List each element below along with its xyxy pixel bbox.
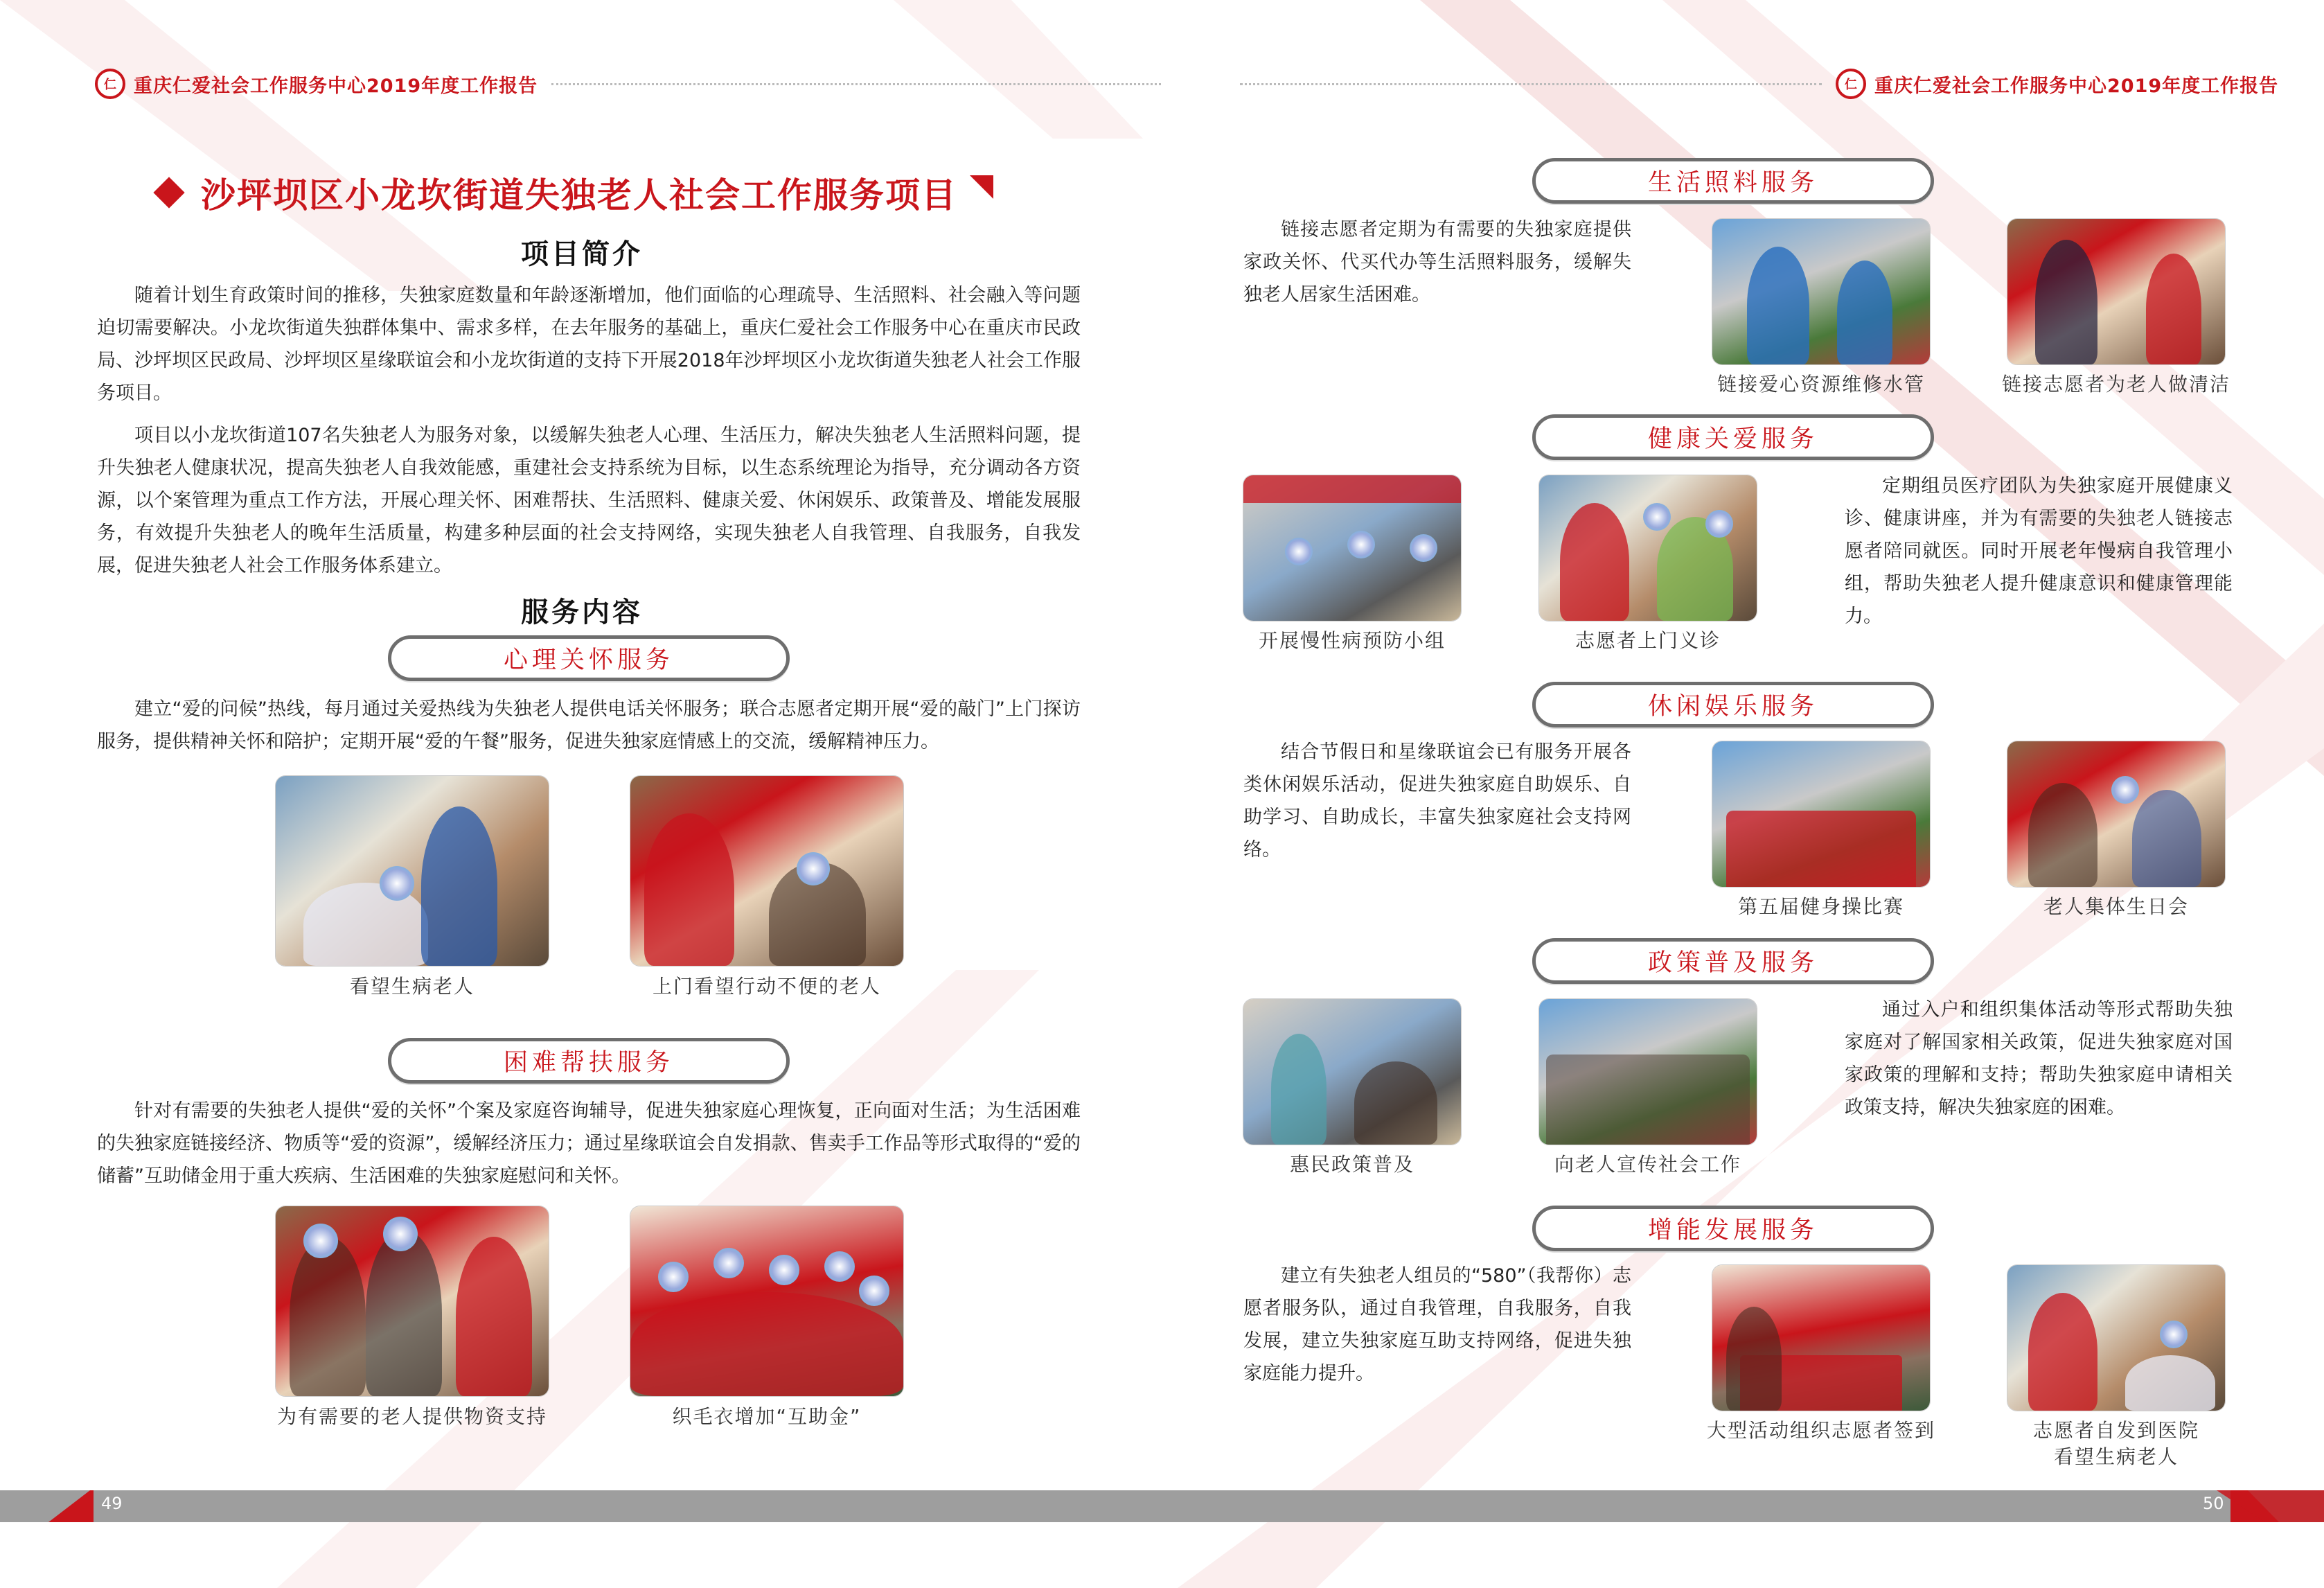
intro-heading: 项目简介 bbox=[521, 238, 643, 270]
right-page-header bbox=[1240, 67, 2278, 101]
section-title: 生活照料服务 bbox=[1647, 169, 1818, 197]
photo-policy-promotion bbox=[1243, 999, 1461, 1145]
photo-cleaning bbox=[2007, 219, 2225, 364]
photo-caption: 链接爱心资源维修水管 bbox=[1717, 373, 1925, 396]
caption-line: 看望生病老人 bbox=[2053, 1445, 2179, 1468]
section-text-empowerment bbox=[1243, 1260, 1631, 1390]
photo-caption: 链接志愿者为老人做清洁 bbox=[2001, 373, 2230, 396]
photo-caption: 向老人宣传社会工作 bbox=[1554, 1153, 1741, 1176]
report-title: 重庆仁爱社会工作服务中心2019年度工作报告 bbox=[1874, 75, 2279, 97]
service-heading: 服务内容 bbox=[521, 597, 643, 628]
section-text-psychological bbox=[97, 693, 1081, 758]
photo-chronic-disease-group bbox=[1243, 475, 1461, 621]
section-text-policy bbox=[1845, 994, 2233, 1124]
section-title: 心理关怀服务 bbox=[503, 646, 674, 674]
photo-home-visit bbox=[630, 776, 903, 966]
section-paragraph: 链接志愿者定期为有需要的失独家庭提供家政关怀、代买代办等生活照料服务，缓解失独老人居家生活困难。 bbox=[1243, 219, 1631, 306]
photo-social-work-publicity bbox=[1539, 999, 1757, 1145]
photo-visit-sick-elderly bbox=[276, 776, 549, 966]
photo-pipe-repair bbox=[1712, 219, 1930, 364]
footer-ribbons bbox=[0, 1469, 2324, 1552]
section-pill-policy bbox=[1532, 938, 1934, 984]
section-pill-hardship bbox=[388, 1038, 790, 1084]
logo-icon: 仁 bbox=[1836, 69, 1866, 99]
photo-caption: 老人集体生日会 bbox=[2043, 895, 2189, 918]
project-title bbox=[158, 168, 993, 218]
caption-line: 志愿者自发到医院 bbox=[2032, 1419, 2199, 1442]
section-paragraph: 定期组员医疗团队为失独家庭开展健康义诊、健康讲座，并为有需要的失独老人链接志愿者陪同就医。同时开展老年慢病自我管理小组，帮助失独老人提升健康意识和健康管理能力。 bbox=[1845, 475, 2233, 627]
section-paragraph: 建立有失独老人组员的“580”（我帮你）志愿者服务队，通过自我管理，自我服务，自我发展，建立失独家庭互助支持网络，促进失独家庭能力提升。 bbox=[1243, 1265, 1631, 1384]
photo-caption: 志愿者上门义诊 bbox=[1575, 629, 1721, 652]
corner-flag-icon bbox=[970, 175, 993, 199]
photo-caption: 为有需要的老人提供物资支持 bbox=[276, 1405, 547, 1428]
photo-caption: 开展慢性病预防小组 bbox=[1258, 629, 1446, 652]
photo-hospital-visit bbox=[2007, 1265, 2225, 1411]
photo-fitness-competition bbox=[1712, 741, 1930, 887]
section-title: 增能发展服务 bbox=[1647, 1217, 1818, 1244]
section-title: 健康关爱服务 bbox=[1647, 425, 1818, 453]
section-text-hardship bbox=[97, 1095, 1081, 1192]
photo-caption: 大型活动组织志愿者签到 bbox=[1706, 1419, 1935, 1442]
section-text-health bbox=[1845, 470, 2233, 633]
section-text-leisure bbox=[1243, 736, 1631, 866]
section-pill-empowerment bbox=[1532, 1206, 1934, 1251]
photo-knitting bbox=[630, 1206, 903, 1396]
section-title: 困难帮扶服务 bbox=[503, 1049, 674, 1077]
section-text-life-care bbox=[1243, 213, 1631, 311]
section-title: 休闲娱乐服务 bbox=[1647, 693, 1818, 721]
photo-volunteer-signin bbox=[1712, 1265, 1930, 1411]
intro-text bbox=[97, 279, 1081, 582]
diamond-icon bbox=[153, 177, 184, 208]
photo-material-support bbox=[276, 1206, 549, 1396]
section-paragraph: 针对有需要的失独老人提供“爱的关怀”个案及家庭咨询辅导，促进失独家庭心理恢复，正向面对生活；为生活困难的失独家庭链接经济、物质等“爱的资源”，缓解经济压力；通过星缘联谊会自发捐款、售卖手工作品等形式取得的“爱的储蓄”互助储金用于重大疾病、生活困难的失独家庭慰问和关怀。 bbox=[97, 1100, 1081, 1187]
page-number-right: 50 bbox=[2203, 1494, 2224, 1513]
photo-home-medical bbox=[1539, 475, 1757, 621]
photo-caption: 上门看望行动不便的老人 bbox=[652, 975, 881, 998]
photo-caption-multiline bbox=[1978, 1418, 2255, 1470]
header-divider bbox=[1240, 83, 1822, 85]
page-number-left: 49 bbox=[101, 1494, 123, 1513]
section-pill-psychological bbox=[388, 635, 790, 681]
photo-birthday-party bbox=[2007, 741, 2225, 887]
photo-caption: 第五届健身操比赛 bbox=[1737, 895, 1904, 918]
section-pill-leisure bbox=[1532, 682, 1934, 727]
section-paragraph: 结合节假日和星缘联谊会已有服务开展各类休闲娱乐活动，促进失独家庭自助娱乐、自助学习、自助成长，丰富失独家庭社会支持网络。 bbox=[1243, 741, 1631, 861]
section-paragraph: 建立“爱的问候”热线，每月通过关爱热线为失独老人提供电话关怀服务；联合志愿者定期开展“爱的敲门”上门探访服务，提供精神关怀和陪护；定期开展“爱的午餐”服务，促进失独家庭情感上的交流，缓解精神压力。 bbox=[97, 698, 1081, 752]
header-divider bbox=[551, 83, 1161, 85]
section-pill-health bbox=[1532, 414, 1934, 460]
intro-paragraph-2: 项目以小龙坎街道107名失独老人为服务对象，以缓解失独老人心理、生活压力，解决失独老人生活照料问题，提升失独老人健康状况，提高失独老人自我效能感，重建社会支持系统为目标，以生态系统理论为指导，充分调动各方资源，以个案管理为重点工作方法，开展心理关怀、困难帮扶、生活照料、健康关爱、休闲娱乐、政策普及、增能发展服务，有效提升失独老人的晚年生活质量，构建多种层面的社会支持网络，实现失独老人自我管理、自我服务，自我发展，促进失独老人社会工作服务体系建立。 bbox=[97, 425, 1081, 576]
intro-paragraph-1: 随着计划生育政策时间的推移，失独家庭数量和年龄逐渐增加，他们面临的心理疏导、生活照料、社会融入等问题迫切需要解决。小龙坎街道失独群体集中、需求多样，在去年服务的基础上，重庆仁爱社会工作服务中心在重庆市民政局、沙坪坝区民政局、沙坪坝区星缘联谊会和小龙坎街道的支持下开展2018年沙坪坝区小龙坎街道失独老人社会工作服务项目。 bbox=[97, 285, 1081, 404]
section-title: 政策普及服务 bbox=[1647, 949, 1818, 977]
photo-caption: 惠民政策普及 bbox=[1289, 1153, 1414, 1176]
photo-caption: 织毛衣增加“互助金” bbox=[672, 1405, 862, 1428]
photo-caption: 看望生病老人 bbox=[349, 975, 474, 998]
section-paragraph: 通过入户和组织集体活动等形式帮助失独家庭对了解国家相关政策，促进失独家庭对国家政策的理解和支持；帮助失独家庭申请相关政策支持，解决失独家庭的困难。 bbox=[1845, 999, 2233, 1118]
project-title-text: 沙坪坝区小龙坎街道失独老人社会工作服务项目 bbox=[201, 175, 957, 215]
left-page-header bbox=[95, 67, 1161, 101]
section-pill-life-care bbox=[1532, 158, 1934, 204]
logo-icon: 仁 bbox=[95, 69, 125, 99]
report-title: 重庆仁爱社会工作服务中心2019年度工作报告 bbox=[134, 75, 538, 97]
